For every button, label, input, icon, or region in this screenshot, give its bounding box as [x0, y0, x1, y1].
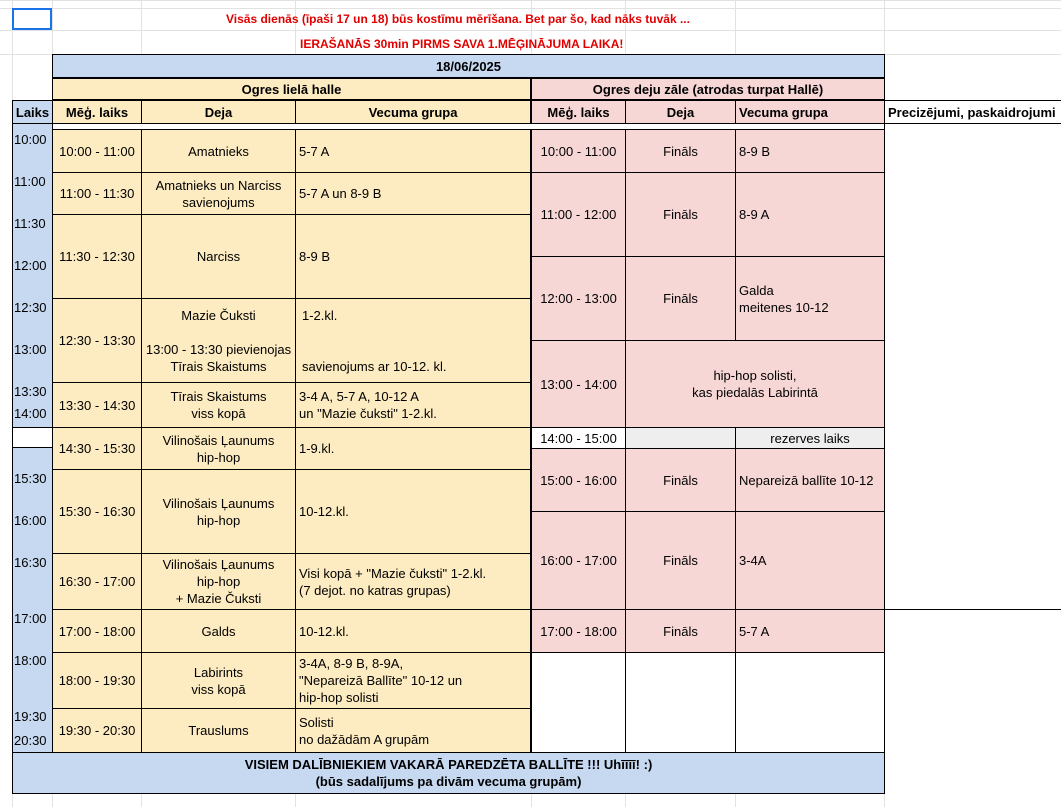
footer-banner [12, 752, 885, 794]
right-row-dance-text: Fināls [663, 472, 698, 488]
left-row-age [295, 609, 531, 653]
cell-line: hip-hop solisti [299, 690, 379, 705]
left-row-time-text: 13:30 - 14:30 [58, 397, 136, 413]
cell-line: "Nepareizā Ballīte" 10-12 un [299, 673, 463, 688]
left-row-time-text: 19:30 - 20:30 [58, 723, 136, 738]
cell-line: savienojums [182, 194, 255, 210]
right-empty-cell [531, 652, 626, 753]
right-row-dance [625, 609, 736, 653]
col-deja-right-label: Deja [666, 104, 695, 120]
cell-line: Vilinošais Ļaunums [162, 495, 275, 511]
cell-line: Visi kopā + "Mazie čuksti" 1-2.kl. [299, 565, 487, 581]
cell-line: 8-9 B [739, 143, 771, 159]
cell-line: Labirints [193, 664, 244, 680]
right-row-time [531, 427, 626, 449]
cell-line: Amatnieks un Narciss [155, 177, 282, 193]
right-row-time-text: 13:00 - 14:00 [540, 376, 617, 392]
left-row-dance [141, 469, 296, 554]
cell-line: kas piedalās Labirintā [692, 385, 818, 400]
right-row-dance-text: Fināls [663, 207, 698, 222]
time-axis-label: 11:30 [14, 216, 46, 231]
notice-line-2: IERAŠANĀS 30min PIRMS SAVA 1.MĒĢINĀJUMA LAIKA! [300, 37, 624, 51]
right-row-dance [625, 427, 736, 449]
cell-line: 5-7 A [299, 143, 330, 159]
cell-line [302, 324, 447, 341]
left-row-age [295, 427, 531, 470]
col-meg-laiks-right-label: Mēģ. laiks [547, 104, 610, 120]
cell-line: 1-9.kl. [299, 441, 335, 456]
left-row-age [295, 469, 531, 554]
left-row-age [295, 172, 531, 215]
col-deja-label: Deja [204, 104, 233, 120]
notice-line-1: Visās dienās (īpaši 17 un 18) būs kostīmu mērīšana. Bet par šo, kad nāks tuvāk ... [226, 12, 690, 26]
time-axis-label: 16:30 [14, 555, 47, 570]
right-row-merged [625, 340, 885, 428]
col-laiks-label: Laiks [15, 104, 50, 120]
time-axis-label: 14:00 [14, 406, 47, 421]
right-row-time-text: 12:00 - 13:00 [540, 291, 617, 306]
cell-line: hip-hop [196, 512, 241, 528]
left-row-dance [141, 553, 296, 610]
cell-line: Vilinošais Ļaunums [162, 557, 275, 572]
left-row-age [295, 382, 531, 428]
right-row-age [735, 256, 885, 341]
footer-line-1: VISIEM DALĪBNIEKIEM VAKARĀ PAREDZĒTA BALLĪTE !!! Uhīīīī! :) [244, 757, 653, 772]
right-row-age [735, 427, 885, 449]
hall-left-label: Ogres lielā halle [241, 81, 342, 97]
col-deja [141, 100, 296, 124]
col-vecuma-grupa-right [735, 100, 885, 124]
cell-line: (7 dejot. no katras grupas) [299, 582, 451, 598]
right-row-time [531, 256, 626, 341]
right-row-time-text: 14:00 - 15:00 [540, 430, 617, 446]
cell-line: hip-hop [196, 449, 241, 465]
left-row-age [295, 708, 531, 753]
left-row-time [52, 708, 142, 753]
cell-line: hip-hop solisti, [713, 368, 797, 383]
cell-line: 3-4A, 8-9 B, 8-9A, [299, 656, 404, 671]
right-row-dance [625, 172, 736, 257]
right-row-dance-text: Fināls [663, 623, 698, 639]
left-row-time-text: 11:00 - 11:30 [59, 186, 135, 201]
right-row-dance [625, 448, 736, 512]
left-row-time [52, 298, 142, 383]
right-row-age [735, 129, 885, 173]
cell-line: Amatnieks [188, 143, 249, 159]
right-row-dance-text: Fināls [663, 291, 698, 306]
right-row-time [531, 172, 626, 257]
right-row-time [531, 511, 626, 610]
hall-left-header [52, 78, 531, 100]
col-notes [884, 100, 1061, 124]
left-row-time [52, 172, 142, 215]
right-row-age [735, 448, 885, 512]
cell-line: 5-7 A [739, 623, 770, 639]
left-row-dance [141, 172, 296, 215]
date-label: 18/06/2025 [435, 58, 502, 74]
cell-line: Vilinošais Ļaunums [162, 432, 275, 448]
col-meg-laiks-right [531, 100, 626, 124]
cell-line: + Mazie Čuksti [175, 591, 262, 606]
right-empty-cell [625, 652, 736, 753]
hall-right-header [531, 78, 885, 100]
left-row-dance [141, 382, 296, 428]
left-row-time [52, 214, 142, 299]
cell-line: hip-hop [196, 574, 241, 589]
col-vecuma-grupa-right-label: Vecuma grupa [739, 104, 828, 120]
right-row-time-text: 15:00 - 16:00 [540, 472, 617, 488]
cell-line: rezerves laiks [770, 430, 850, 446]
left-row-time-text: 17:00 - 18:00 [58, 623, 136, 639]
time-axis-label: 10:00 [14, 132, 47, 147]
time-axis-label: 13:30 [14, 384, 47, 399]
left-row-time [52, 553, 142, 610]
left-row-time-text: 11:30 - 12:30 [59, 249, 135, 264]
cell-line: 3-4A [739, 553, 767, 568]
footer-line-2: (būs sadalījums pa divām vecuma grupām) [315, 774, 582, 789]
left-row-time-text: 12:30 - 13:30 [58, 333, 136, 348]
time-axis-label: 18:00 [14, 653, 47, 668]
right-row-time-text: 11:00 - 12:00 [540, 207, 617, 222]
right-row-time-text: 10:00 - 11:00 [540, 143, 617, 159]
left-row-time-text: 15:30 - 16:30 [58, 504, 136, 519]
notes-bottom-border [884, 609, 1061, 610]
time-axis-label: 11:00 [14, 174, 46, 189]
time-axis-label: 20:30 [14, 733, 47, 748]
cell-line: 10-12.kl. [299, 504, 349, 519]
time-axis-label: 12:30 [14, 300, 47, 315]
left-row-time [52, 609, 142, 653]
left-row-time-text: 16:30 - 17:00 [58, 574, 136, 589]
notes-column [884, 124, 1061, 610]
col-vecuma-grupa-label: Vecuma grupa [368, 104, 458, 120]
time-axis-label: 17:00 [14, 611, 47, 626]
time-axis-label: 16:00 [14, 513, 47, 528]
col-deja-right [625, 100, 736, 124]
left-row-age [295, 652, 531, 709]
left-row-age [295, 214, 531, 299]
cell-line: Trauslums [188, 723, 249, 738]
selected-cell[interactable] [12, 8, 52, 30]
cell-line [302, 341, 447, 358]
cell-line: un "Mazie čuksti" 1-2.kl. [299, 406, 437, 421]
left-row-time [52, 427, 142, 470]
left-row-time [52, 652, 142, 709]
left-row-time [52, 469, 142, 554]
cell-line: Tīrais Skaistums [170, 389, 267, 404]
left-row-time [52, 382, 142, 428]
date-header [52, 54, 885, 78]
left-row-age [295, 129, 531, 173]
cell-line: 1-2.kl. [302, 307, 338, 323]
cell-line: 8-9 B [299, 249, 331, 264]
left-row-dance [141, 214, 296, 299]
col-laiks [12, 100, 53, 124]
right-empty-cell [735, 652, 885, 753]
left-row-dance [141, 427, 296, 470]
left-row-age [295, 553, 531, 610]
left-row-time [52, 129, 142, 173]
left-row-dance [141, 609, 296, 653]
right-row-time [531, 448, 626, 512]
right-row-time-text: 17:00 - 18:00 [540, 623, 617, 639]
right-row-time [531, 340, 626, 428]
time-axis-label: 13:00 [14, 342, 47, 357]
cell-line: 13:00 - 13:30 pievienojas [145, 341, 292, 357]
cell-line: 10-12.kl. [299, 623, 349, 639]
left-row-dance [141, 652, 296, 709]
time-axis-gap [12, 427, 53, 448]
cell-line: 8-9 A [739, 207, 770, 222]
left-row-age [295, 298, 531, 383]
right-row-dance [625, 256, 736, 341]
cell-line: no dažādām A grupām [299, 731, 430, 747]
right-row-dance [625, 129, 736, 173]
col-notes-label: Precizējumi, paskaidrojumi [888, 104, 1056, 120]
right-row-time [531, 129, 626, 173]
right-row-age [735, 609, 885, 653]
cell-line: Solisti [299, 714, 334, 730]
col-meg-laiks [52, 100, 142, 124]
cell-line: viss kopā [191, 681, 246, 697]
right-row-time-text: 16:00 - 17:00 [540, 553, 617, 568]
cell-line: savienojums ar 10-12. kl. [302, 358, 447, 374]
time-axis-label: 12:00 [14, 258, 47, 273]
right-row-dance-text: Fināls [663, 143, 698, 159]
left-row-time-text: 18:00 - 19:30 [58, 673, 136, 688]
cell-line: Mazie Čuksti [181, 307, 256, 323]
cell-line: 3-4 A, 5-7 A, 10-12 A [299, 389, 419, 404]
col-vecuma-grupa [295, 100, 531, 124]
left-row-dance [141, 298, 296, 383]
cell-line: Galds [201, 623, 236, 639]
cell-line: Galda [739, 282, 774, 298]
left-row-dance [141, 708, 296, 753]
hall-right-label: Ogres deju zāle (atrodas turpat Hallē) [592, 81, 824, 97]
right-row-time [531, 609, 626, 653]
right-row-dance-text: Fināls [663, 553, 698, 568]
cell-line: Nepareizā ballīte 10-12 [739, 472, 874, 488]
cell-line: Narciss [196, 249, 241, 264]
left-row-dance [141, 129, 296, 173]
right-row-age [735, 172, 885, 257]
left-row-time-text: 10:00 - 11:00 [59, 143, 135, 159]
col-meg-laiks-label: Mēģ. laiks [65, 104, 129, 120]
cell-line [146, 324, 291, 341]
left-row-time-text: 14:30 - 15:30 [58, 441, 136, 456]
right-row-age [735, 511, 885, 610]
cell-line: meitenes 10-12 [739, 299, 829, 315]
time-axis-label: 15:30 [14, 471, 47, 486]
cell-line: Tīrais Skaistums [170, 358, 267, 374]
cell-line: viss kopā [191, 406, 246, 421]
right-row-dance [625, 511, 736, 610]
cell-line: 5-7 A un 8-9 B [299, 186, 382, 201]
time-axis-label: 19:30 [14, 709, 47, 724]
